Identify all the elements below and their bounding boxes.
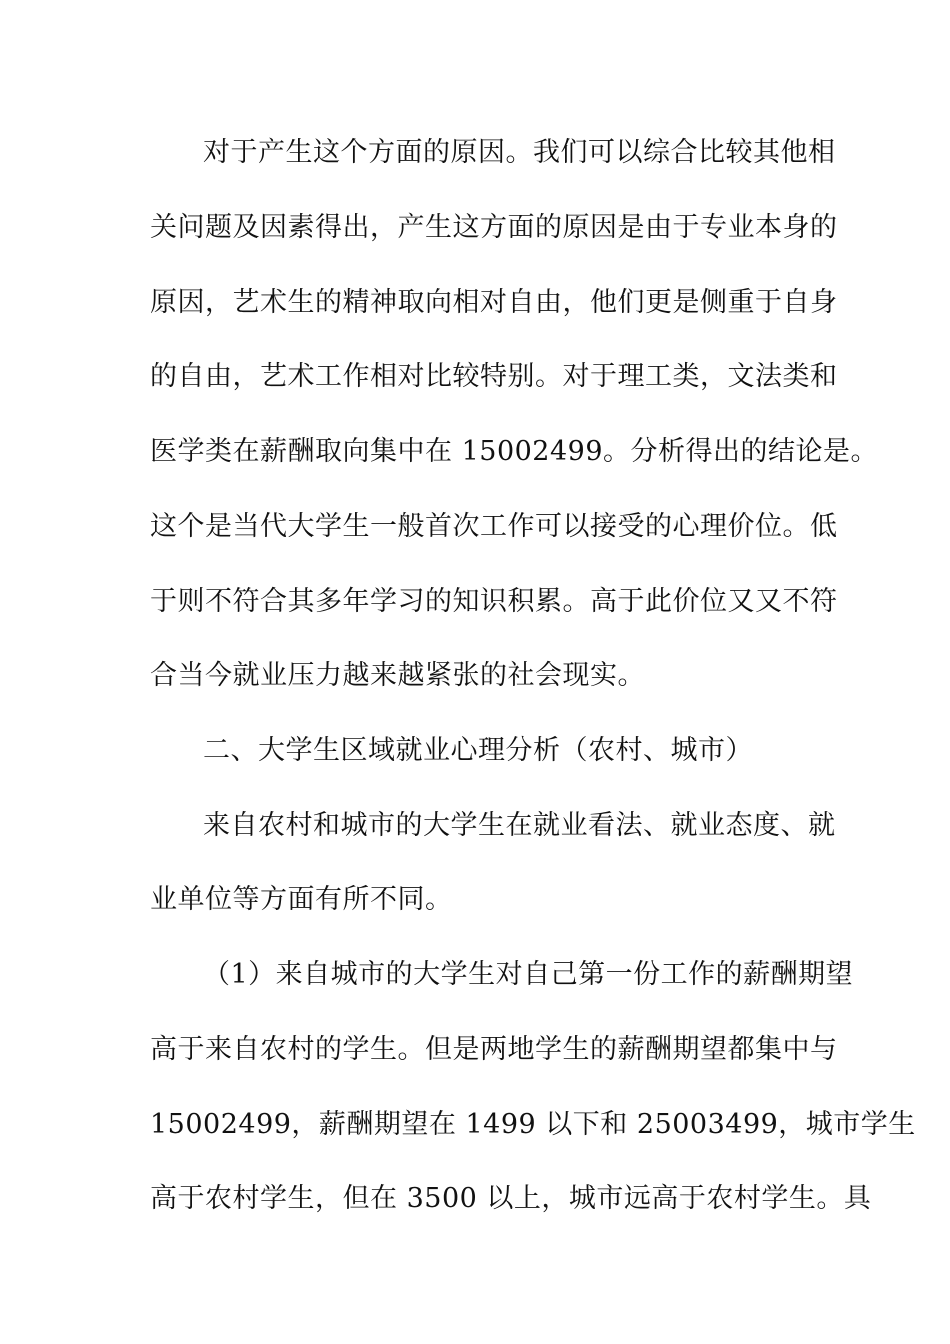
paragraph-line-15: 高于农村学生，但在 3500 以上，城市远高于农村学生。具 xyxy=(150,1183,872,1214)
paragraph-line-4: 的自由，艺术工作相对比较特别。对于理工类，文法类和 xyxy=(150,361,838,392)
paragraph-line-7: 于则不符合其多年学习的知识积累。高于此价位又又不符 xyxy=(150,586,838,617)
paragraph-line-8: 合当今就业压力越来越紧张的社会现实。 xyxy=(150,660,645,691)
paragraph-line-12: （1）来自城市的大学生对自己第一份工作的薪酬期望 xyxy=(203,959,854,990)
paragraph-line-6: 这个是当代大学生一般首次工作可以接受的心理价位。低 xyxy=(150,511,838,542)
paragraph-line-5: 医学类在薪酬取向集中在 15002499。分析得出的结论是。 xyxy=(150,436,879,467)
paragraph-line-3: 原因，艺术生的精神取向相对自由，他们更是侧重于自身 xyxy=(150,287,838,318)
paragraph-line-10: 来自农村和城市的大学生在就业看法、就业态度、就 xyxy=(203,810,836,841)
paragraph-line-14: 15002499，薪酬期望在 1499 以下和 25003499，城市学生 xyxy=(150,1109,916,1140)
paragraph-line-2: 关问题及因素得出，产生这方面的原因是由于专业本身的 xyxy=(150,212,838,243)
section-heading: 二、大学生区域就业心理分析（农村、城市） xyxy=(203,735,753,766)
paragraph-line-11: 业单位等方面有所不同。 xyxy=(150,884,453,915)
paragraph-line-1: 对于产生这个方面的原因。我们可以综合比较其他相 xyxy=(203,137,836,168)
paragraph-line-13: 高于来自农村的学生。但是两地学生的薪酬期望都集中与 xyxy=(150,1034,838,1065)
